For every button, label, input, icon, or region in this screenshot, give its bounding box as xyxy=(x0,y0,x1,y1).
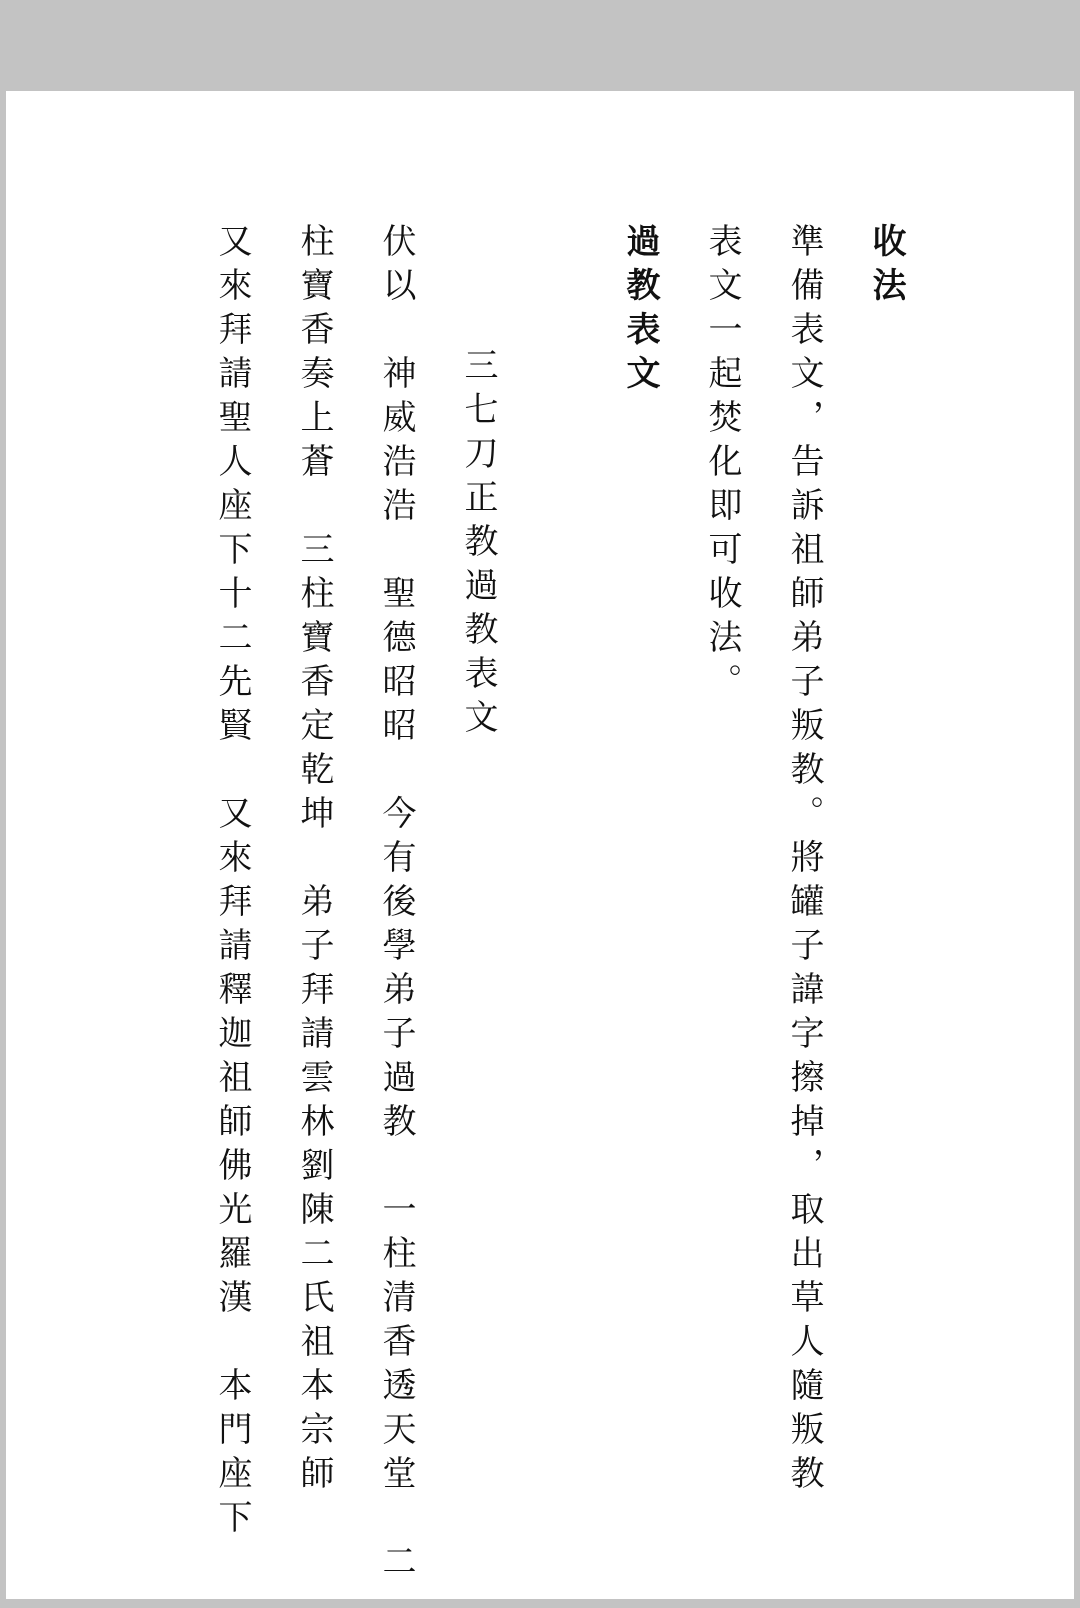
body-line-2: 柱寶香奏上蒼 三柱寶香定乾坤 弟子拜請雲林劉陳二氏祖本宗師 xyxy=(294,223,334,1499)
body-line-1: 伏以 神威浩浩 聖德昭昭 今有後學弟子過教 一柱清香透天堂 二 xyxy=(376,223,416,1587)
paragraph-line-1: 準備表文，告訴祖師弟子叛教。將罐子諱字擦掉，取出草人隨叛教 xyxy=(784,223,824,1499)
section-heading-guojiao: 過教表文 xyxy=(620,223,660,399)
body-line-3: 又來拜請聖人座下十二先賢 又來拜請釋迦祖師佛光羅漢 本門座下 xyxy=(212,223,252,1543)
paragraph-line-2: 表文一起焚化即可收法。 xyxy=(702,223,742,707)
section-heading-shoufa: 收法 xyxy=(866,223,906,311)
document-page xyxy=(6,91,1074,1599)
document-title: 三七刀正教過教表文 xyxy=(458,347,498,743)
